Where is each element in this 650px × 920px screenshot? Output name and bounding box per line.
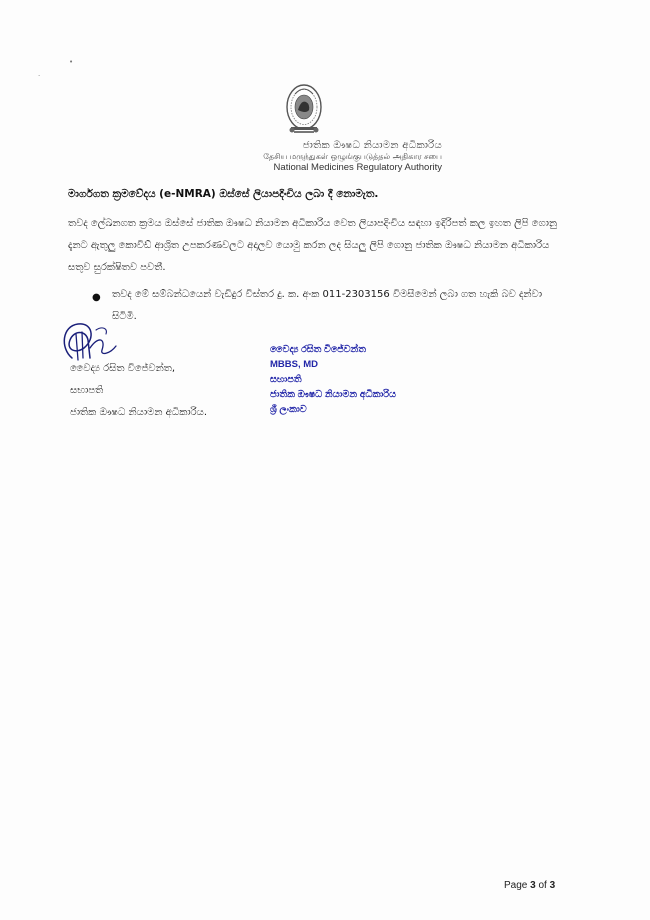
bullet-icon: ● <box>92 292 101 303</box>
page-current: 3 <box>530 880 536 891</box>
page-number <box>504 880 555 891</box>
organization-header <box>170 140 442 174</box>
org-name-sinhala: ජාතික ඖෂධ නියාමන අධිකාරිය <box>302 140 442 151</box>
stamp-qualifications: MBBS, MD <box>270 359 319 370</box>
signatory-title: සභාපති <box>70 385 104 396</box>
stamp-country: ශ්‍රී ලංකාව <box>270 404 307 415</box>
page-word: Page <box>504 880 528 891</box>
signatory-organization: ජාතික ඖෂධ නියාමන අධිකාරිය. <box>70 407 208 418</box>
stamp-title: සභාපති <box>270 374 302 385</box>
page-total: 3 <box>549 880 556 891</box>
sri-lanka-emblem-icon <box>284 80 324 138</box>
scan-speck: · <box>38 72 41 80</box>
org-name-english: National Medicines Regulatory Authority <box>273 162 442 173</box>
signatory-block <box>70 358 207 424</box>
body-paragraph: තවද ලේඛනගත ක්‍රමය ඔස්සේ ජාතික ඖෂධ නියාමන අධිකාරිය වෙත ලියාපදිංචිය සඳහා ඉදිරිපත් කල ඉහත ලිපි ගොනු දැනට ඇතුලු කොවිඩ් ආශ්‍රිත උපකරණවලට අදාලව යොමු කරන ලද සියලු ලිපි ගොනු ජාතික ඖෂධ නියාමන අධිකාරිය සතුව සුරක්ෂිතව පවතී. <box>68 218 558 273</box>
of-word: of <box>538 880 547 891</box>
scan-speck: • <box>69 58 74 66</box>
bullet-paragraph: තවද මේ සම්බන්ධයෙන් වැඩිදුර විස්තර දු. ක. අංක 011-2303156 විමසීමෙන් ලබා ගත හැකි බව දන්වා සිටිමි. <box>112 289 543 322</box>
official-stamp <box>270 342 396 417</box>
signatory-name: වෛද්‍ය රසිත විජේවන්ත, <box>70 363 176 374</box>
stamp-organization: ජාතික ඖෂධ නියාමන අධිකාරිය <box>270 389 397 400</box>
stamp-name: වෛද්‍ය රසිත විජේවන්ත <box>270 344 366 355</box>
subject-line: මාර්ගගත ක්‍රමවේදය (e-NMRA) ඔස්සේ ලියාපදිංචිය ලබා දී නොමැත. <box>68 188 379 200</box>
org-name-tamil: தேசிய மருந்துகள் ஒழுங்குபடுத்தல் அதிகார சபை <box>263 152 442 161</box>
